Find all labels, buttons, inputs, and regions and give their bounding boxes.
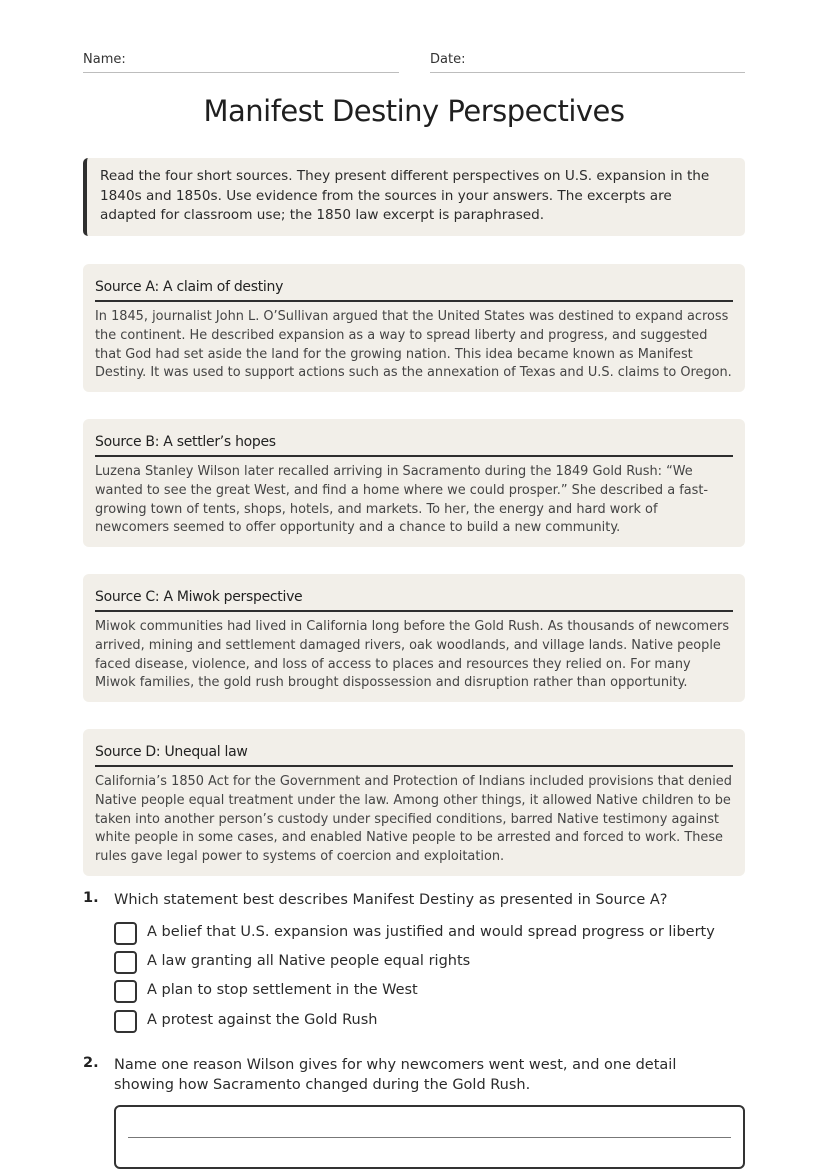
instructions-box: Read the four short sources. They present different perspectives on U.S. expansion in the 1840s and 1850s. Use evidence from the sources in your answers. The excerpts are adapted for classroom use; the 1850 law excerpt is paraphrased. bbox=[83, 158, 745, 236]
source-b-title: Source B: A settler’s hopes bbox=[95, 429, 733, 457]
choice-a-label: A belief that U.S. expansion was justified and would spread progress or liberty bbox=[147, 924, 715, 940]
choice-d[interactable] bbox=[114, 1009, 734, 1033]
source-a-title: Source A: A claim of destiny bbox=[95, 274, 733, 302]
choice-b-label: A law granting all Native people equal rights bbox=[147, 953, 471, 969]
source-b-text: Luzena Stanley Wilson later recalled arriving in Sacramento during the 1849 Gold Rush: “We wanted to see the great West, and find a home where we could prosper.” She described a fast-growing town of tents, shops, hotels, and markets. To her, the energy and hard work of newcomers seemed to offer opportunity and a chance to build a new community. bbox=[95, 464, 709, 536]
question-2-text: Name one reason Wilson gives for why newcomers went west, and one detail showing how Sacramento changed during the Gold Rush. bbox=[114, 1057, 677, 1093]
page-title: Manifest Destiny Perspectives bbox=[203, 94, 625, 128]
source-a-text: In 1845, journalist John L. O’Sullivan argued that the United States was destined to expand across the continent. He described expansion as a way to spread liberty and progress, and suggested that God had set aside the land for the growing nation. This idea became known as Manifest Destiny. It was used to support actions such as the annexation of Texas and U.S. claims to Oregon. bbox=[95, 309, 732, 381]
checkbox[interactable] bbox=[114, 980, 137, 1003]
choice-d-label: A protest against the Gold Rush bbox=[147, 1012, 378, 1028]
source-d-text: California’s 1850 Act for the Government and Protection of Indians included provisions that denied Native people equal treatment under the law. Among other things, it allowed Native children to be taken into another person’s custody under specified conditions, barred Native testimony against white people in some cases, and enabled Native people to be arrested and forced to work. These rules gave legal power to systems of coercion and exploitation. bbox=[95, 774, 732, 865]
question-1-text: Which statement best describes Manifest Destiny as presented in Source A? bbox=[114, 892, 668, 908]
question-1 bbox=[83, 890, 745, 1040]
source-b-card bbox=[83, 419, 745, 547]
checkbox[interactable] bbox=[114, 922, 137, 945]
name-field[interactable] bbox=[83, 52, 399, 73]
date-label: Date: bbox=[430, 52, 466, 67]
name-label: Name: bbox=[83, 52, 126, 67]
choice-c[interactable] bbox=[114, 979, 734, 1003]
checkbox[interactable] bbox=[114, 1010, 137, 1033]
source-c-text: Miwok communities had lived in California long before the Gold Rush. As thousands of newcomers arrived, mining and settlement damaged rivers, oak woodlands, and village lands. Native people faced disease, violence, and loss of access to places and resources they relied on. For many Miwok families, the gold rush brought dispossession and disruption rather than opportunity. bbox=[95, 619, 730, 691]
answer-box[interactable] bbox=[114, 1105, 745, 1169]
source-d-title: Source D: Unequal law bbox=[95, 739, 733, 767]
checkbox[interactable] bbox=[114, 951, 137, 974]
source-d-card bbox=[83, 729, 745, 876]
choice-c-label: A plan to stop settlement in the West bbox=[147, 982, 418, 998]
choice-b[interactable] bbox=[114, 950, 734, 974]
source-c-title: Source C: A Miwok perspective bbox=[95, 584, 733, 612]
answer-line bbox=[128, 1137, 731, 1138]
choice-a[interactable] bbox=[114, 921, 734, 945]
header-row bbox=[83, 52, 745, 74]
source-c-card bbox=[83, 574, 745, 702]
date-field[interactable] bbox=[430, 52, 745, 73]
source-a-card bbox=[83, 264, 745, 392]
question-2-number: 2. bbox=[83, 1055, 99, 1071]
question-1-number: 1. bbox=[83, 890, 99, 906]
question-2 bbox=[83, 1055, 745, 1100]
